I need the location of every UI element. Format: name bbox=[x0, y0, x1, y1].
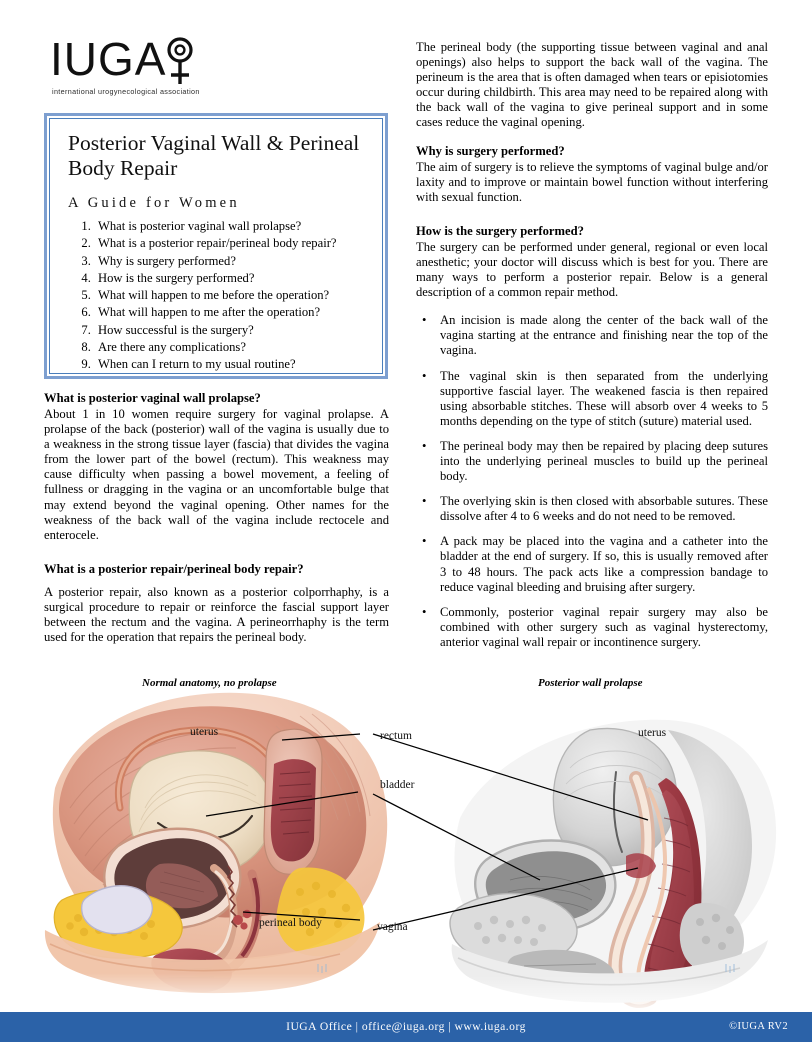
label-uterus-right: uterus bbox=[638, 727, 667, 739]
section-heading-how: How is the surgery performed? bbox=[416, 223, 584, 238]
list-item bbox=[416, 369, 768, 429]
spacer bbox=[416, 300, 768, 313]
section-body-how: The surgery can be performed under general, regional or even local anesthetic; your doctor will discuss which is best for you. There are many ways to perform a posterior repair. Below is a general description of a common repair method. bbox=[416, 239, 768, 300]
bullet-icon: • bbox=[422, 438, 427, 453]
label-bladder: bladder bbox=[380, 779, 415, 791]
label-uterus-left: uterus bbox=[190, 726, 219, 738]
list-item: 2. What is a posterior repair/perineal body repair? bbox=[94, 235, 366, 252]
list-item: 7. How successful is the surgery? bbox=[94, 322, 366, 339]
list-item-text: The vaginal skin is then separated from the underlying supportive fascial layer. The weakened fascia is then repaired using absorbable stitches. These will absorb over 4 weeks to 5 months depending on the type of stitch (suture) material used. bbox=[440, 368, 768, 428]
list-item-text: The perineal body may then be repaired by placing deep sutures into the underlying perineal muscles to build up the perineal body. bbox=[440, 438, 768, 484]
left-column bbox=[44, 391, 389, 645]
list-item-text: A pack may be placed into the vagina and a catheter into the bladder at the end of surgery. If so, this is usually removed after 3 to 48 hours. The pack acts like a compression bandage to reduce vaginal bleeding and bruising after surgery. bbox=[440, 534, 768, 594]
iuga-logo bbox=[50, 33, 290, 96]
page-title: Posterior Vaginal Wall & Perineal Body Repair bbox=[68, 131, 360, 180]
section-body-repair: A posterior repair, also known as a posterior colporrhaphy, is a surgical procedure to repair or reinforce the fascial support layer between the rectum and the vagina. A perineorrhaphy is the term used for the operation that repairs the perineal body. bbox=[44, 584, 389, 645]
list-item-text: An incision is made along the center of the back wall of the vagina starting at the entrance and finishing near the top of the vagina. bbox=[440, 313, 768, 358]
list-item: 8. Are there any complications? bbox=[94, 339, 366, 356]
list-item: 4. How is the surgery performed? bbox=[94, 270, 366, 287]
intro-paragraph: The perineal body (the supporting tissue between vaginal and anal openings) also helps to support the back wall of the vagina. The perineum is the area that is often damaged when tears or episiotomies occur during childbirth. This area may need to be repaired along with the back wall of the vagina to give perineal support and in some cases reduce the vaginal opening. bbox=[416, 40, 768, 130]
list-item-text: The overlying skin is then closed with absorbable sutures. These dissolve after 4 to 6 weeks and do not need to be removed. bbox=[440, 494, 768, 524]
logo-tagline: international urogynecological association bbox=[52, 87, 200, 96]
bullet-icon: • bbox=[422, 604, 427, 619]
venus-symbol-icon bbox=[163, 36, 197, 88]
title-box-inner bbox=[49, 118, 383, 374]
anatomy-figures bbox=[0, 668, 812, 1013]
list-item: 3. Why is surgery performed? bbox=[94, 253, 366, 270]
figure-caption-normal: Normal anatomy, no prolapse bbox=[142, 677, 277, 689]
list-item: 1. What is posterior vaginal wall prolapse? bbox=[94, 218, 366, 235]
page-subtitle: A Guide for Women bbox=[68, 195, 240, 211]
bullet-icon: • bbox=[422, 313, 427, 328]
spacer bbox=[416, 205, 768, 224]
page-footer bbox=[0, 1012, 812, 1042]
figure-caption-prolapse: Posterior wall prolapse bbox=[538, 677, 643, 689]
label-perineal-body: perineal body bbox=[259, 917, 322, 929]
bullet-icon: • bbox=[422, 368, 427, 383]
procedure-bullet-list bbox=[416, 313, 768, 650]
spacer bbox=[44, 578, 389, 585]
list-item: 5. What will happen to me before the operation? bbox=[94, 287, 366, 304]
list-item bbox=[416, 494, 768, 524]
label-vagina: vagina bbox=[377, 921, 408, 933]
logo-wordmark: IUGA bbox=[50, 33, 167, 85]
question-list bbox=[68, 218, 366, 374]
section-heading-prolapse: What is posterior vaginal wall prolapse? bbox=[44, 391, 261, 405]
section-body-prolapse: About 1 in 10 women require surgery for vaginal prolapse. A prolapse of the back (posterior) wall of the vagina is usually due to a weakness in the strong tissue layer (fascia) that divides the vagina from the lower part of the bowel (rectum). This weakness may cause difficulty when passing a bowel movement, a feeling of fullness or dragging in the vagina or an uncomfortable bulge that may extend beyond the vaginal opening. Other names for the weakness of the back wall of the vagina include rectocele and enterocele. bbox=[44, 407, 389, 542]
list-item: 9. When can I return to my usual routine? bbox=[94, 356, 366, 373]
title-box bbox=[44, 113, 388, 379]
list-item: 6. What will happen to me after the operation? bbox=[94, 304, 366, 321]
right-column bbox=[416, 40, 768, 660]
anatomy-illustration-svg bbox=[0, 668, 812, 1013]
list-item bbox=[416, 534, 768, 594]
list-item-text: Commonly, posterior vaginal repair surgery may also be combined with other surgery such as vaginal hysterectomy, anterior vaginal wall repair or incontinence surgery. bbox=[440, 604, 768, 649]
list-item bbox=[416, 439, 768, 484]
figure-normal-anatomy bbox=[30, 693, 400, 1013]
footer-contact: IUGA Office | office@iuga.org | www.iuga.org bbox=[286, 1020, 526, 1033]
bullet-icon: • bbox=[422, 534, 427, 549]
section-heading-why: Why is surgery performed? bbox=[416, 143, 565, 158]
figure-posterior-prolapse bbox=[373, 720, 800, 1013]
section-body-why: The aim of surgery is to relieve the symptoms of vaginal bulge and/or laxity and to improve or maintain bowel function without interfering with sexual function. bbox=[416, 159, 768, 204]
spacer bbox=[416, 131, 768, 144]
label-rectum: rectum bbox=[380, 730, 412, 742]
bullet-icon: • bbox=[422, 494, 427, 509]
footer-copyright: ©IUGA RV2 bbox=[729, 1021, 788, 1032]
section-heading-repair: What is a posterior repair/perineal body repair? bbox=[44, 561, 304, 576]
spacer bbox=[44, 543, 389, 562]
logo-row bbox=[50, 33, 290, 85]
list-item bbox=[416, 605, 768, 650]
list-item bbox=[416, 313, 768, 358]
